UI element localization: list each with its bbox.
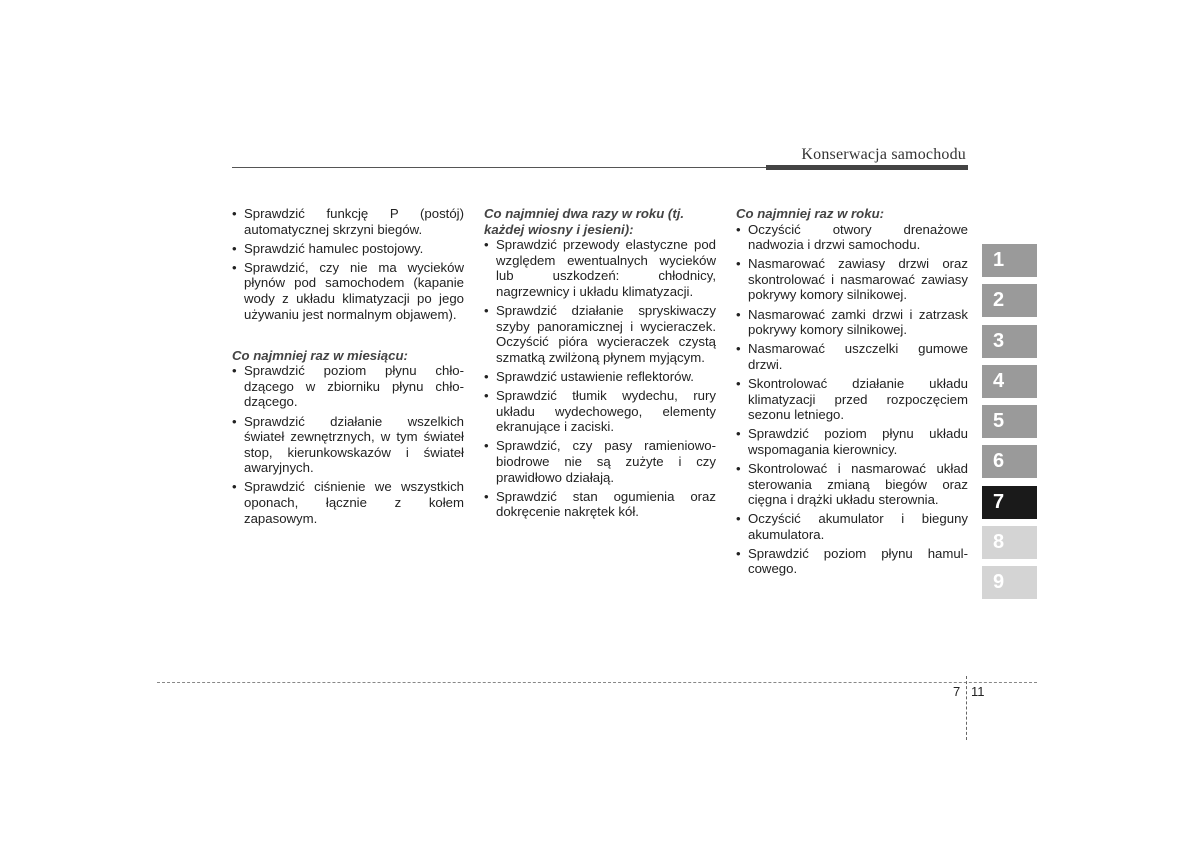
page-chapter-number: 7 bbox=[953, 684, 961, 699]
checklist-item: • Sprawdzić stan ogumienia oraz dokręcenie nakrętek kół. bbox=[484, 489, 716, 520]
checklist bbox=[484, 237, 716, 520]
section-heading: Co najmniej dwa razy w roku (tj. każdej wiosny i jesieni): bbox=[484, 206, 685, 237]
chapter-tab-2[interactable]: 2 bbox=[982, 284, 1037, 317]
checklist-item: • Sprawdzić poziom płynu hamul-cowego. bbox=[736, 546, 968, 577]
checklist-item: • Oczyścić otwory drenażowe nadwozia i drzwi samochodu. bbox=[736, 222, 968, 253]
checklist-item: • Sprawdzić funkcję P (postój) automatycznej skrzyni biegów. bbox=[232, 206, 464, 237]
section-heading: Co najmniej raz w miesiącu: bbox=[232, 347, 408, 363]
column-3 bbox=[736, 206, 968, 581]
chapter-tab-3[interactable]: 3 bbox=[982, 325, 1037, 358]
checklist-item: • Nasmarować zawiasy drzwi oraz skontrolować i nasmarować zawiasy pokrywy komory silnikowej. bbox=[736, 256, 968, 303]
checklist-item: • Sprawdzić działanie spryskiwaczy szyby panoramicznej i wycieraczek. Oczyścić pióra wycieraczek czystą szmatką zwilżoną płynem myjącym. bbox=[484, 303, 716, 365]
section-title: Konserwacja samochodu bbox=[801, 146, 966, 163]
chapter-tab-5[interactable]: 5 bbox=[982, 405, 1037, 438]
checklist-item: • Nasmarować zamki drzwi i zatrzask pokrywy komory silnikowej. bbox=[736, 307, 968, 338]
chapter-tabs bbox=[982, 244, 1037, 607]
checklist bbox=[232, 206, 464, 322]
section-heading: Co najmniej raz w roku: bbox=[736, 206, 885, 221]
checklist-item: • Sprawdzić, czy nie ma wycieków płynów pod samochodem (kapanie wody z układu klimatyzacji po jego używaniu jest normalnym objawem). bbox=[232, 260, 464, 322]
checklist-item: • Sprawdzić poziom płynu układu wspomagania kierownicy. bbox=[736, 426, 968, 457]
checklist-item: • Sprawdzić ciśnienie we wszystkich oponach, łącznie z kołem zapasowym. bbox=[232, 479, 464, 526]
chapter-tab-9[interactable]: 9 bbox=[982, 566, 1037, 599]
chapter-tab-7[interactable]: 7 bbox=[982, 486, 1037, 519]
column-1 bbox=[232, 206, 464, 530]
header-rule-accent bbox=[766, 165, 968, 170]
checklist-item: • Oczyścić akumulator i bieguny akumulatora. bbox=[736, 511, 968, 542]
checklist bbox=[232, 363, 464, 526]
checklist-item: • Sprawdzić hamulec postojowy. bbox=[232, 241, 464, 257]
checklist-item: • Skontrolować i nasmarować układ sterowania zmianą biegów oraz cięgna i drążki układu sterownia. bbox=[736, 461, 968, 508]
section-gap bbox=[232, 326, 464, 348]
checklist-item: • Sprawdzić tłumik wydechu, rury układu wydechowego, elementy ekranujące i zaciski. bbox=[484, 388, 716, 435]
checklist bbox=[736, 222, 968, 577]
checklist-item: • Sprawdzić działanie wszelkich świateł zewnętrznych, w tym świateł stop, kierunkowskazów i świateł awaryjnych. bbox=[232, 414, 464, 476]
checklist-item: • Sprawdzić poziom płynu chło-dzącego w zbiorniku płynu chło-dzącego. bbox=[232, 363, 464, 410]
chapter-tab-4[interactable]: 4 bbox=[982, 365, 1037, 398]
footer-rule bbox=[157, 682, 1037, 683]
chapter-tab-6[interactable]: 6 bbox=[982, 445, 1037, 478]
chapter-tab-8[interactable]: 8 bbox=[982, 526, 1037, 559]
column-2 bbox=[484, 206, 716, 523]
checklist-item: • Skontrolować działanie układu klimatyzacji przed rozpoczęciem sezonu letniego. bbox=[736, 376, 968, 423]
checklist-item: • Sprawdzić przewody elastyczne pod względem ewentualnych wycieków lub uszkodzeń: chłodnicy, nagrzewnicy i układu klimatyzacji. bbox=[484, 237, 716, 299]
page-number: 11 bbox=[971, 684, 985, 699]
checklist-item: • Sprawdzić, czy pasy ramieniowo-biodrowe nie są zużyte i czy prawidłowo działają. bbox=[484, 438, 716, 485]
checklist-item: • Nasmarować uszczelki gumowe drzwi. bbox=[736, 341, 968, 372]
footer-divider bbox=[966, 676, 967, 740]
checklist-item: • Sprawdzić ustawienie reflektorów. bbox=[484, 369, 716, 385]
chapter-tab-1[interactable]: 1 bbox=[982, 244, 1037, 277]
